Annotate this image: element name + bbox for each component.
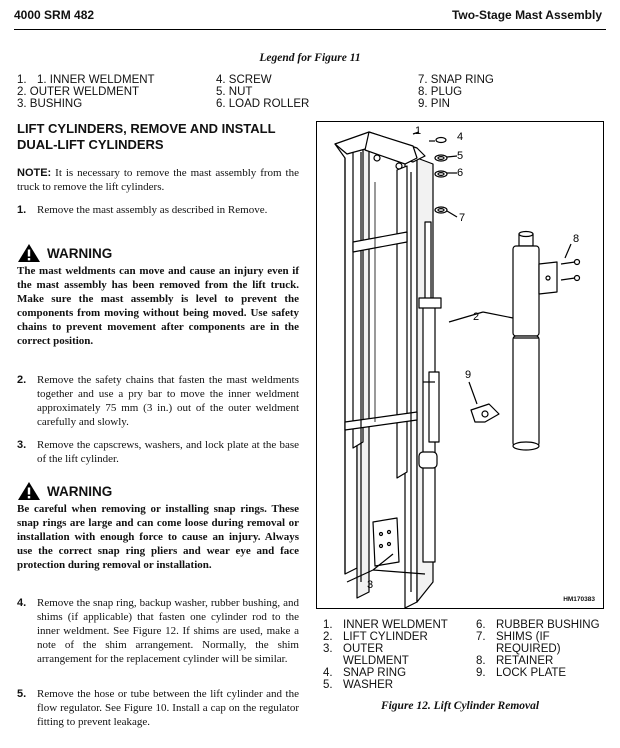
legend-11-item: 1. 1. INNER WELDMENT: [17, 74, 155, 86]
legend-11-item: 4. SCREW: [216, 74, 272, 86]
figure-12-legend-item: WELDMENT: [343, 655, 409, 667]
warning-triangle-icon: [17, 243, 41, 263]
step-5: 5. Remove the hose or tube between the lift cylinder and the flow regulator. See Figure 10. Install a cap on the regulator fitting to prevent leakage.: [17, 688, 299, 728]
legend-11-item: 8. PLUG: [418, 86, 463, 98]
figure-12-frame: [316, 121, 604, 609]
figure-12-legend-item: 4. SNAP RING: [323, 667, 407, 679]
figure-12-caption: Figure 12. Lift Cylinder Removal: [380, 700, 540, 712]
note-label: NOTE:: [17, 167, 52, 179]
callout-4: 4: [457, 131, 464, 143]
legend-11-item: 2. OUTER WELDMENT: [17, 86, 140, 98]
callout-8: 8: [573, 233, 580, 245]
figure-12-legend-item: 7. SHIMS (IF: [476, 631, 550, 643]
step-3: 3. Remove the capscrews, washers, and lock plate at the base of the lift cylinder.: [17, 439, 299, 465]
step-1: 1. Remove the mast assembly as described in Remove.: [17, 204, 268, 216]
figure-12-legend-item: 5. WASHER: [323, 679, 394, 691]
legend-11-item: 3. BUSHING: [17, 98, 83, 110]
callout-2: 2: [473, 311, 480, 323]
header-rule: [14, 29, 606, 30]
callout-5: 5: [457, 150, 464, 162]
figure-id: HM170383: [563, 596, 595, 603]
warning-text: The mast weldments can move and cause an injury even if the mast assembly has been removed from the lift truck. Make sure the mast assembly is level to prevent the components from moving without being moved. Use safety chains to prevent movement after components are in the correct position.: [17, 265, 299, 347]
callout-3: 3: [367, 579, 374, 591]
legend-11-item: 7. SNAP RING: [418, 74, 494, 86]
section-header: Two-Stage Mast Assembly: [451, 8, 602, 22]
figure-12-legend-item: 2. LIFT CYLINDER: [323, 631, 428, 643]
legend-11-item: 5. NUT: [216, 86, 253, 98]
step-2: 2. Remove the safety chains that fasten the mast weldments together and use a pry bar to move the inner weldment approximately 75 mm (3 in.) out of the outer weldment carefully and slowly.: [17, 374, 299, 428]
legend-11-title: Legend for Figure 11: [259, 52, 361, 64]
section-title: LIFT CYLINDERS, REMOVE AND INSTALL DUAL-LIFT CYLINDERS: [17, 121, 276, 152]
warning-heading: WARNING: [17, 481, 112, 501]
legend-11-item: 6. LOAD ROLLER: [216, 98, 310, 110]
callout-1: 1: [415, 125, 422, 137]
warning-triangle-icon: [17, 481, 41, 501]
note-paragraph: NOTE: It is necessary to remove the mast assembly from the truck to remove the lift cylinders.: [17, 167, 299, 193]
warning-text: Be careful when removing or installing snap rings. These snap rings are large and can come loose during removal or installation with enough force to cause an injury. Always use the correct snap ring pliers and wear eye and face protection during removal or installation.: [17, 503, 299, 571]
mast-assembly-drawing: [317, 122, 603, 608]
figure-12-legend-item: 6. RUBBER BUSHING: [476, 619, 600, 631]
step-4: 4. Remove the snap ring, backup washer, rubber bushing, and shims (if applicable) that fasten one cylinder rod to the inner weldment. See Figure 12. If shims are used, make a note of the shim arrangement. Normally, the shim arrangement for the replacement cylinder will be similar.: [17, 597, 299, 665]
figure-12-legend-item: 8. RETAINER: [476, 655, 554, 667]
callout-7: 7: [459, 212, 466, 224]
legend-11-item: 9. PIN: [418, 98, 450, 110]
page-number: 4000 SRM 482: [14, 8, 95, 22]
figure-12-legend-item: 3. OUTER: [323, 643, 384, 655]
callout-9: 9: [465, 369, 472, 381]
figure-12-legend-item: 9. LOCK PLATE: [476, 667, 567, 679]
figure-12-legend-item: REQUIRED): [496, 643, 561, 655]
warning-heading: WARNING: [17, 243, 112, 263]
figure-12-legend-item: 1. INNER WELDMENT: [323, 619, 448, 631]
callout-6: 6: [457, 167, 464, 179]
